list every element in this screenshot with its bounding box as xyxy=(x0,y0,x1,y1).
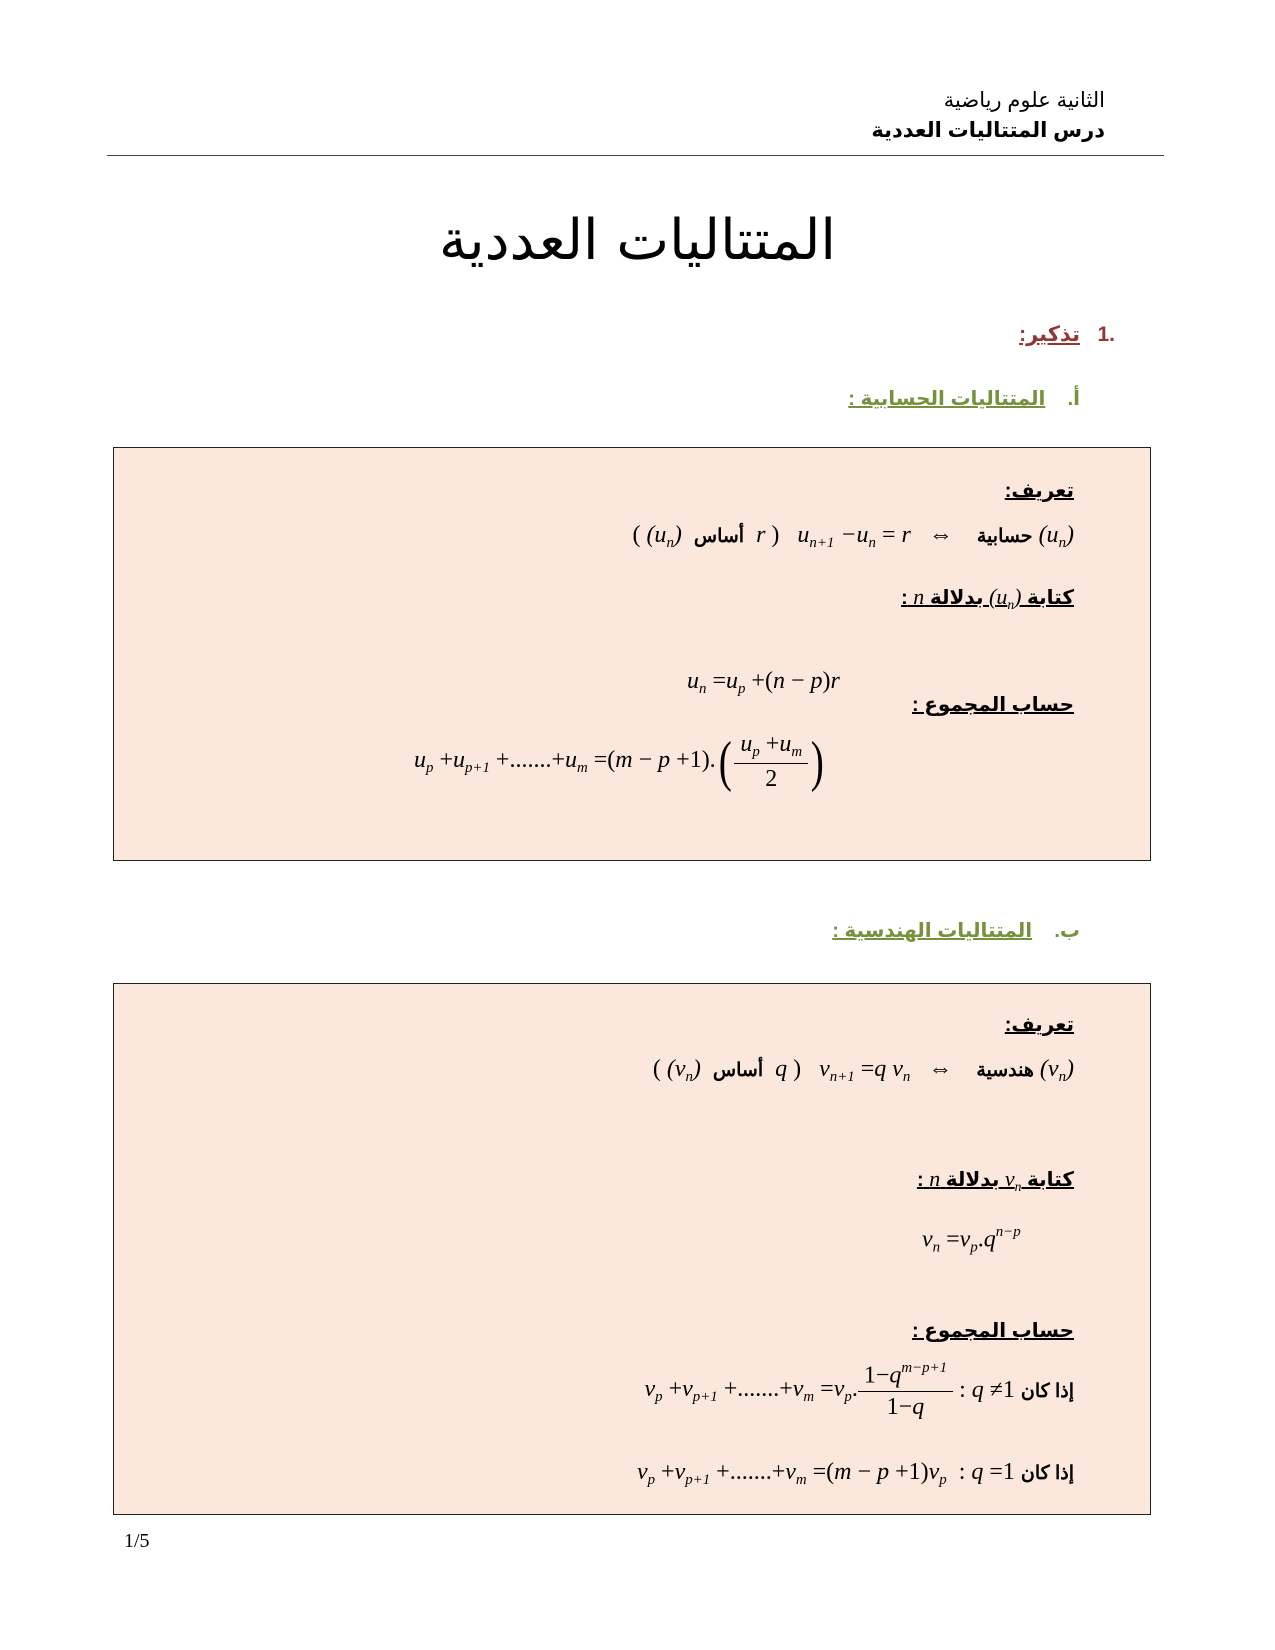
nth-term-label-post: : xyxy=(916,1169,924,1191)
nth-term-label-pre: كتابة xyxy=(1027,1169,1074,1191)
arithmetic-sum-label: حساب المجموع : xyxy=(912,694,1074,716)
geometric-sum-formula-q-equal-1: $v_p +v_{p+1} +.......+v_m =(m - p +1)v_p$ : q =1 إذا كان xyxy=(636,1459,1074,1489)
subsection-letter: ب. xyxy=(1054,920,1080,942)
definition-label: تعريف: xyxy=(1004,1014,1074,1036)
arithmetic-definition-box xyxy=(113,447,1151,861)
arithmetic-definition-formula: ( $(u_n)$ أساس r ) $u_{n+1} -u_n = r$ ⇔ حسابية $(u_n)$ xyxy=(632,522,1074,552)
nth-term-label: كتابة $(u_n)$ بدلالة n : xyxy=(901,584,1074,612)
subsection-label: المتتاليات الحسابية : xyxy=(848,388,1046,410)
subsection-letter: أ. xyxy=(1067,388,1080,410)
definition-label: تعريف: xyxy=(1004,480,1074,502)
geometric-sum-label: حساب المجموع : xyxy=(912,1320,1074,1342)
nth-term-label-pre: كتابة xyxy=(1027,587,1074,609)
nth-term-label-post: : xyxy=(901,587,908,609)
nth-term-label-mid: بدلالة xyxy=(945,1169,1000,1191)
header-divider xyxy=(107,155,1164,156)
base-word: أساس xyxy=(712,1060,764,1081)
geometric-definition-box xyxy=(113,983,1151,1515)
case-label: إذا كان xyxy=(1020,1463,1074,1484)
arithmetic-sum-formula: $u_p +u_{p+1} +.......+u_m =(m - p +1)$.( $\frac{u_p +u_m}{2}$ ) xyxy=(414,731,824,794)
section-label: تذكير: xyxy=(1019,323,1080,346)
section-number: .1 xyxy=(1097,323,1115,346)
arithmetic-nth-term-formula: $u_n =u_p +(n - p)r$ xyxy=(687,668,840,698)
header-class-label: الثانية علوم رياضية xyxy=(943,89,1105,112)
geometric-sum-formula-q-not-1: $v_p +v_{p+1} +.......+v_m =v_p$. $\frac{1-q^{m-p+1}}{1-q}$ : q ≠1 إذا كان xyxy=(644,1360,1074,1421)
case-label: إذا كان xyxy=(1020,1381,1074,1403)
subsection-heading-arithmetic xyxy=(848,386,1080,411)
nth-term-label: كتابة $v_n$ بدلالة n : xyxy=(916,1166,1074,1194)
subsection-label: المتتاليات الهندسية : xyxy=(832,920,1033,942)
geometric-nth-term-formula: $v_n =v_p.q^{n-p}$ xyxy=(922,1224,1021,1256)
subsection-heading-geometric xyxy=(832,918,1080,943)
nth-term-label-mid: بدلالة xyxy=(929,587,984,609)
section-heading-reminder xyxy=(1019,322,1115,347)
geometric-definition-formula: ( $(v_n)$ أساس q ) $v_{n+1} =q$ $v_n$ ⇔ هندسية $(v_n)$ xyxy=(652,1056,1074,1086)
page-title: المتتاليات العددية xyxy=(439,208,836,273)
definition-word-geometric: هندسية xyxy=(976,1060,1034,1081)
base-word: أساس xyxy=(693,526,745,547)
header-lesson-label: درس المتتاليات العددية xyxy=(871,119,1105,142)
sum-denominator: 2 xyxy=(765,766,778,793)
definition-word-arithmetic: حسابية xyxy=(976,526,1033,547)
page-number: 1/5 xyxy=(124,1530,150,1552)
